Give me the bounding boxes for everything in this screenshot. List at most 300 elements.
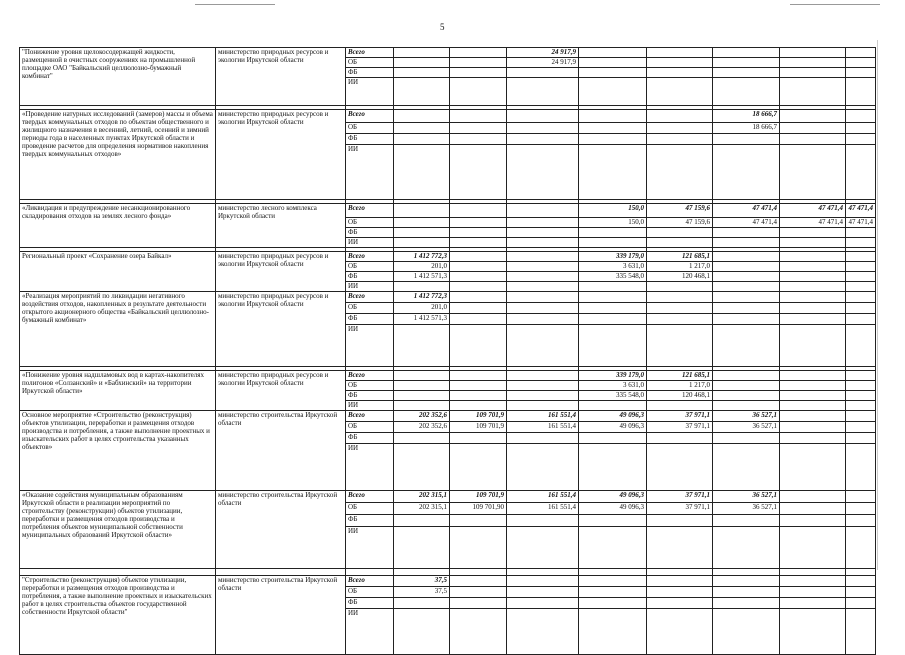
value-cell [450,433,507,444]
value-cell [846,576,876,587]
measure-title: «Реализация мероприятий по ликвидации негативного воздействия отходов, накопленных в результате деятельности открытого акционерного общества «Байкальский целлюлозно-бумажный комбинат» [20,292,216,367]
value-cell [394,228,450,238]
value-cell [507,444,579,491]
value-cell [846,262,876,272]
funding-source-label: ИИ [346,78,394,106]
value-cell [647,134,713,145]
value-cell [450,325,507,367]
value-cell [780,371,846,381]
value-cell [713,134,780,145]
value-cell [780,444,846,491]
value-cell [846,609,876,655]
value-cell [450,123,507,134]
value-cell [394,401,450,411]
value-cell [507,391,579,401]
value-cell [780,503,846,515]
value-cell [579,401,647,411]
value-cell [450,272,507,282]
value-cell [394,238,450,248]
value-cell: 120 468,1 [647,272,713,282]
value-cell [846,381,876,391]
value-cell [394,68,450,78]
value-cell [713,272,780,282]
value-cell [780,598,846,609]
value-cell [846,282,876,292]
value-cell [394,371,450,381]
measure-title: Региональный проект «Сохранение озера Байкал» [20,252,216,292]
value-cell [780,58,846,68]
value-cell [450,58,507,68]
value-cell [507,371,579,381]
value-cell [780,48,846,58]
value-cell [647,444,713,491]
value-cell [450,609,507,655]
value-cell [846,68,876,78]
value-cell [579,609,647,655]
table-row [20,252,876,262]
value-cell [579,145,647,200]
value-cell [713,401,780,411]
spacer-cell [713,569,780,576]
funding-source-label: ФБ [346,272,394,282]
funding-source-label: ФБ [346,228,394,238]
value-cell [647,576,713,587]
funding-source-label: ИИ [346,527,394,569]
value-cell: 49 096,3 [579,422,647,433]
value-cell [647,401,713,411]
value-cell [713,292,780,303]
value-cell: 150,0 [579,218,647,228]
funding-source-label: ИИ [346,325,394,367]
value-cell [713,433,780,444]
value-cell [507,252,579,262]
spacer-row [20,569,876,576]
executor-cell: министерство природных ресурсов и экологии Иркутской области [216,48,346,106]
executor-cell: министерство природных ресурсов и экологии Иркутской области [216,252,346,292]
funding-source-label: ИИ [346,444,394,491]
value-cell [394,134,450,145]
value-cell [579,303,647,314]
value-cell [507,325,579,367]
value-cell [579,134,647,145]
value-cell [507,282,579,292]
measure-title: «Проведение натурных исследований (замеров) массы и объема твердых коммунальных отходов по объектам общественного и жилищного назначения в весенний, летний, осенний и зимний периоды года в населенных пунктах Иркутской области и проведение расчетов для определения нормативов накопления твердых коммунальных отходов» [20,110,216,200]
value-cell [647,238,713,248]
spacer-cell [394,569,450,576]
value-cell [780,68,846,78]
value-cell [647,303,713,314]
value-cell [846,587,876,598]
value-cell [780,292,846,303]
value-cell: 1 412 772,3 [394,252,450,262]
value-cell [579,314,647,325]
value-cell [647,78,713,106]
value-cell: 335 548,0 [579,272,647,282]
value-cell [507,218,579,228]
value-cell [713,527,780,569]
value-cell: 47 471,4 [713,218,780,228]
funding-source-label: Всего [346,371,394,381]
value-cell [713,252,780,262]
value-cell [846,252,876,262]
value-cell [579,598,647,609]
value-cell [579,325,647,367]
value-cell [450,381,507,391]
value-cell [394,515,450,527]
value-cell [450,282,507,292]
value-cell: 109 701,9 [450,422,507,433]
value-cell [846,371,876,381]
value-cell: 47 471,4 [780,204,846,218]
value-cell [780,325,846,367]
funding-source-label: ФБ [346,598,394,609]
value-cell [713,303,780,314]
value-cell [780,433,846,444]
value-cell: 161 551,4 [507,411,579,422]
value-cell: 201,0 [394,303,450,314]
funding-source-label: ИИ [346,145,394,200]
value-cell [450,204,507,218]
value-cell [394,391,450,401]
value-cell [780,491,846,503]
value-cell [507,204,579,218]
value-cell: 37 971,1 [647,503,713,515]
value-cell: 37,5 [394,587,450,598]
funding-source-label: ФБ [346,391,394,401]
value-cell [713,48,780,58]
value-cell [846,503,876,515]
value-cell [713,576,780,587]
value-cell [579,587,647,598]
spacer-cell [579,569,647,576]
spacer-cell [20,569,216,576]
value-cell [780,587,846,598]
funding-source-label: ОБ [346,381,394,391]
value-cell: 1 412 571,3 [394,272,450,282]
value-cell [579,78,647,106]
value-cell: 202 315,1 [394,503,450,515]
value-cell: 24 917,9 [507,58,579,68]
funding-source-label: Всего [346,110,394,123]
value-cell [450,587,507,598]
value-cell [450,444,507,491]
funding-source-label: ФБ [346,314,394,325]
value-cell: 339 179,0 [579,252,647,262]
value-cell [713,609,780,655]
value-cell [846,238,876,248]
value-cell: 18 666,7 [713,110,780,123]
value-cell [713,314,780,325]
table-row [20,411,876,422]
value-cell [579,576,647,587]
funding-source-label: Всего [346,48,394,58]
value-cell [507,381,579,391]
value-cell [394,78,450,106]
value-cell [507,145,579,200]
value-cell: 37 971,1 [647,411,713,422]
value-cell: 202 352,6 [394,411,450,422]
value-cell: 24 917,9 [507,48,579,58]
funding-source-label: ИИ [346,282,394,292]
value-cell [450,68,507,78]
value-cell [507,515,579,527]
value-cell [780,272,846,282]
value-cell [507,123,579,134]
spacer-cell [780,569,846,576]
value-cell: 201,0 [394,262,450,272]
table-row [20,204,876,218]
value-cell: 49 096,3 [579,491,647,503]
value-cell [713,282,780,292]
value-cell [394,58,450,68]
value-cell [394,123,450,134]
value-cell [713,262,780,272]
value-cell [579,433,647,444]
value-cell [450,576,507,587]
funding-source-label: ИИ [346,401,394,411]
value-cell [846,491,876,503]
value-cell [780,422,846,433]
measure-title: «Ликвидация и предупреждение несанкционированного складирования отходов на землях лесного фонда» [20,204,216,248]
funding-source-label: ИИ [346,238,394,248]
value-cell [647,145,713,200]
value-cell: 37,5 [394,576,450,587]
value-cell [450,252,507,262]
funding-source-label: Всего [346,491,394,503]
value-cell [647,314,713,325]
value-cell [846,228,876,238]
value-cell [507,527,579,569]
value-cell [507,292,579,303]
value-cell [450,238,507,248]
value-cell [507,78,579,106]
value-cell [507,609,579,655]
value-cell: 37 971,1 [647,491,713,503]
value-cell [780,527,846,569]
value-cell [450,314,507,325]
funding-source-label: ФБ [346,433,394,444]
value-cell [647,48,713,58]
value-cell [647,282,713,292]
value-cell [846,134,876,145]
table-row [20,371,876,381]
funding-source-label: ИИ [346,609,394,655]
value-cell [713,381,780,391]
value-cell [450,48,507,58]
value-cell: 120 468,1 [647,391,713,401]
value-cell [394,204,450,218]
value-cell [394,527,450,569]
value-cell: 47 471,4 [780,218,846,228]
value-cell [846,401,876,411]
value-cell: 49 096,3 [579,503,647,515]
funding-source-label: Всего [346,252,394,262]
funding-source-label: Всего [346,576,394,587]
value-cell [780,134,846,145]
value-cell [579,228,647,238]
value-cell [647,68,713,78]
funding-source-label: ФБ [346,68,394,78]
value-cell: 121 685,1 [647,371,713,381]
value-cell [846,422,876,433]
value-cell [394,145,450,200]
value-cell [713,78,780,106]
value-cell: 36 527,1 [713,422,780,433]
value-cell [780,576,846,587]
top-rule-right [790,4,880,5]
value-cell [647,110,713,123]
value-cell [713,238,780,248]
value-cell [846,48,876,58]
executor-cell: министерство природных ресурсов и экологии Иркутской области [216,110,346,200]
value-cell [713,228,780,238]
value-cell [507,303,579,314]
value-cell: 36 527,1 [713,411,780,422]
table-row [20,292,876,303]
value-cell [450,218,507,228]
value-cell [780,78,846,106]
table-row [20,491,876,503]
value-cell: 37 971,1 [647,422,713,433]
value-cell [507,110,579,123]
value-cell: 1 412 571,3 [394,314,450,325]
value-cell: 335 548,0 [579,391,647,401]
value-cell [846,272,876,282]
value-cell: 1 217,0 [647,262,713,272]
value-cell [780,110,846,123]
value-cell [647,228,713,238]
value-cell [846,515,876,527]
value-cell [450,391,507,401]
page-number: 5 [440,22,445,32]
value-cell [507,401,579,411]
value-cell: 161 551,4 [507,422,579,433]
value-cell [579,515,647,527]
value-cell [846,314,876,325]
value-cell [579,282,647,292]
value-cell [713,68,780,78]
spacer-cell [846,569,876,576]
value-cell [394,48,450,58]
value-cell [846,391,876,401]
executor-cell: министерство природных ресурсов и экологии Иркутской области [216,371,346,411]
value-cell [846,527,876,569]
executor-cell: министерство строительства Иркутской области [216,491,346,569]
value-cell [846,145,876,200]
value-cell [647,58,713,68]
value-cell: 109 701,90 [450,503,507,515]
value-cell: 49 096,3 [579,411,647,422]
right-margin-line [877,40,878,570]
value-cell [507,587,579,598]
value-cell [713,515,780,527]
measure-title: «Оказание содействия муниципальным образованиям Иркутской области в реализации мероприятий по строительству (реконструкции) объектов утилизации, переработки и размещения отходов производства и потребления объектов муниципальной собственности муниципальных образований Иркутской области» [20,491,216,569]
value-cell [846,58,876,68]
value-cell [780,401,846,411]
value-cell [647,527,713,569]
value-cell [450,371,507,381]
value-cell [780,411,846,422]
spacer-cell [450,569,507,576]
value-cell: 161 551,4 [507,503,579,515]
value-cell [394,282,450,292]
value-cell: 47 159,6 [647,218,713,228]
value-cell [450,401,507,411]
measure-title: «Понижение уровня надшламовых вод в картах-накопителях полигонов «Солзанский» и «Бабхинский» на территории Иркутской области» [20,371,216,411]
value-cell [713,391,780,401]
value-cell [394,381,450,391]
table-row [20,110,876,123]
value-cell [394,325,450,367]
value-cell [579,238,647,248]
value-cell [394,444,450,491]
value-cell [507,314,579,325]
value-cell [450,292,507,303]
value-cell [579,444,647,491]
value-cell [579,68,647,78]
value-cell [846,433,876,444]
value-cell [846,444,876,491]
value-cell: 202 315,1 [394,491,450,503]
value-cell [846,292,876,303]
value-cell: 109 701,9 [450,411,507,422]
funding-source-label: ОБ [346,58,394,68]
value-cell [846,110,876,123]
value-cell [394,218,450,228]
value-cell [846,598,876,609]
funding-source-label: ОБ [346,303,394,314]
table-row [20,48,876,58]
value-cell: 339 179,0 [579,371,647,381]
value-cell [780,123,846,134]
executor-cell: министерство строительства Иркутской области [216,411,346,491]
value-cell [579,48,647,58]
value-cell [846,411,876,422]
value-cell [647,598,713,609]
value-cell [780,381,846,391]
value-cell: 1 412 772,3 [394,292,450,303]
budget-table [19,47,876,655]
value-cell: 47 471,4 [846,218,876,228]
value-cell [450,134,507,145]
funding-source-label: ФБ [346,515,394,527]
value-cell [846,325,876,367]
value-cell: 36 527,1 [713,491,780,503]
value-cell [507,433,579,444]
value-cell [713,58,780,68]
table-row [20,576,876,587]
value-cell [780,145,846,200]
spacer-cell [647,569,713,576]
value-cell [507,68,579,78]
measure-title: Основное мероприятие «Строительство (реконструкция) объектов утилизации, переработки и размещения отходов производства и потребления, а также выполнение проектных и изыскательских работ в целях строительства указанных объектов» [20,411,216,491]
value-cell: 47 159,6 [647,204,713,218]
value-cell [579,123,647,134]
value-cell [713,587,780,598]
value-cell [394,609,450,655]
value-cell [780,515,846,527]
value-cell [713,371,780,381]
value-cell [450,598,507,609]
value-cell [507,238,579,248]
value-cell [507,228,579,238]
value-cell [450,110,507,123]
funding-source-label: Всего [346,204,394,218]
value-cell: 47 471,4 [846,204,876,218]
value-cell [450,78,507,106]
value-cell [647,123,713,134]
value-cell [780,252,846,262]
